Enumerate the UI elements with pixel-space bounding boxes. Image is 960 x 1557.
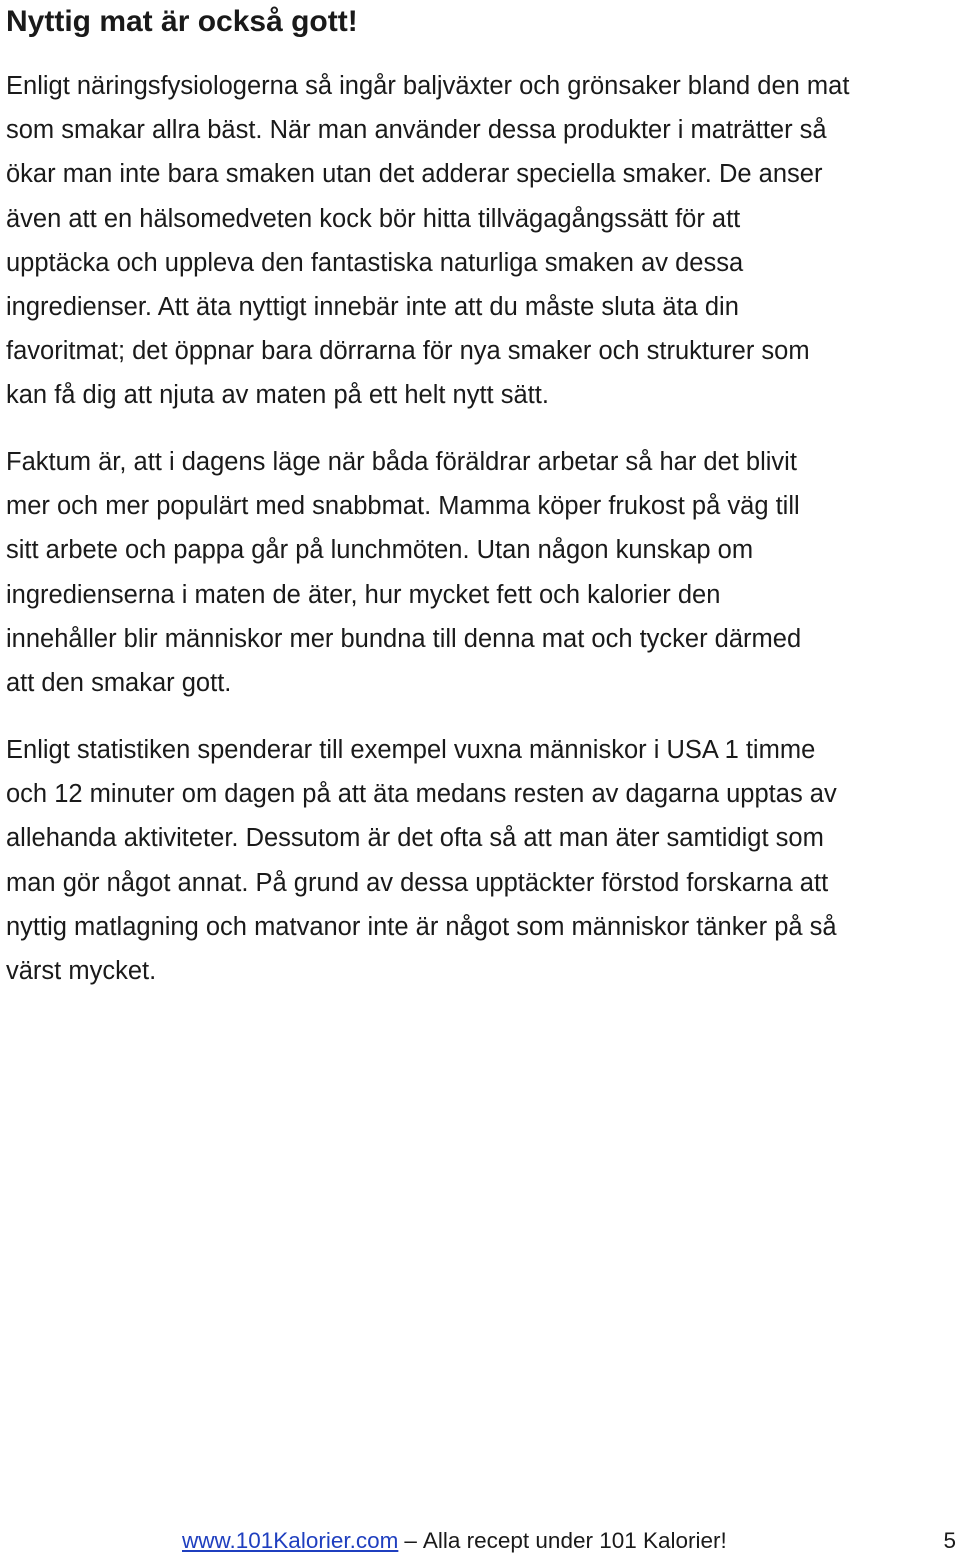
paragraph-line: allehanda aktiviteter. Dessutom är det ofta så att man äter samtidigt som xyxy=(6,824,824,853)
footer-website-link[interactable]: www.101Kalorier.com xyxy=(182,1528,399,1553)
paragraph-line: Enligt näringsfysiologerna så ingår baljväxter och grönsaker bland den mat xyxy=(6,72,850,100)
paragraph-line: värst mycket. xyxy=(6,957,157,986)
paragraph-2 xyxy=(6,440,956,705)
paragraph-line: även att en hälsomedveten kock bör hitta tillvägagångssätt för att xyxy=(6,204,741,233)
paragraph-line: upptäcka och uppleva den fantastiska naturliga smaken av dessa xyxy=(6,248,744,277)
page-number: 5 xyxy=(943,1528,956,1553)
paragraph-line: att den smakar gott. xyxy=(6,669,232,698)
paragraph-line: innehåller blir människor mer bundna till denna mat och tycker därmed xyxy=(6,624,802,653)
paragraph-line: man gör något annat. På grund av dessa upptäckter förstod forskarna att xyxy=(6,868,829,897)
paragraph-line: mer och mer populärt med snabbmat. Mamma köper frukost på väg till xyxy=(6,492,800,521)
paragraph-line: ökar man inte bara smaken utan det adderar speciella smaker. De anser xyxy=(6,160,823,189)
paragraph-1 xyxy=(6,64,956,418)
paragraph-line: favoritmat; det öppnar bara dörrarna för nya smaker och strukturer som xyxy=(6,337,810,366)
page-title: Nyttig mat är också gott! xyxy=(6,5,358,38)
footer-dash: – xyxy=(404,1528,417,1553)
paragraph-line: nyttig matlagning och matvanor inte är något som människor tänker på så xyxy=(6,912,837,941)
paragraph-line: ingredienser. Att äta nyttigt innebär inte att du måste sluta äta din xyxy=(6,293,739,322)
paragraph-3 xyxy=(6,728,956,993)
paragraph-line: Enligt statistiken spenderar till exempel vuxna människor i USA 1 timme xyxy=(6,736,816,764)
paragraph-line: som smakar allra bäst. När man använder dessa produkter i maträtter så xyxy=(6,116,827,145)
paragraph-line: Faktum är, att i dagens läge när båda föräldrar arbetar så har det blivit xyxy=(6,448,797,476)
footer-tagline: Alla recept under 101 Kalorier! xyxy=(422,1528,727,1553)
page-footer xyxy=(182,1525,960,1557)
paragraph-line: kan få dig att njuta av maten på ett helt nytt sätt. xyxy=(6,381,549,410)
paragraph-line: och 12 minuter om dagen på att äta medans resten av dagarna upptas av xyxy=(6,780,837,809)
paragraph-line: ingredienserna i maten de äter, hur mycket fett och kalorier den xyxy=(6,580,721,609)
paragraph-line: sitt arbete och pappa går på lunchmöten. Utan någon kunskap om xyxy=(6,536,754,565)
